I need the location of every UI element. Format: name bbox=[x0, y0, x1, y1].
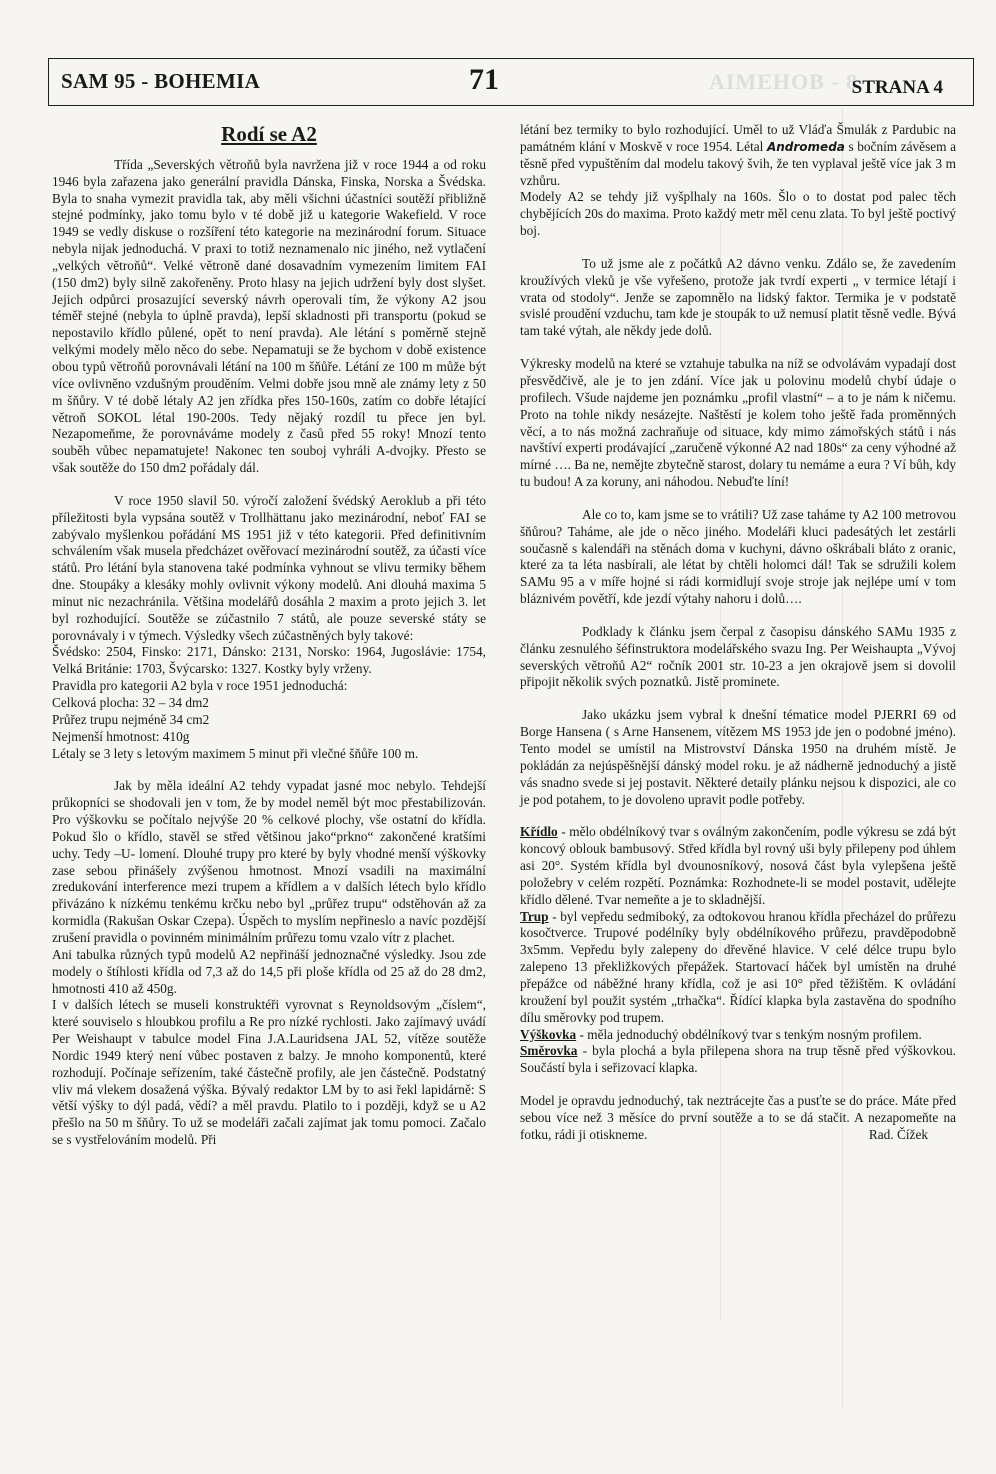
paragraph: Modely A2 se tehdy již vyšplhaly na 160s. Šlo o to dostat pod palec těch chybějících 20s do maxima. Proto každý metr měl cenu zlata. To byl ještě poctivý boj. bbox=[520, 189, 956, 239]
rule-item: Létaly se 3 lety s letovým maximem 5 minut při vlečné šňůře 100 m. bbox=[52, 745, 419, 761]
rule-item: Nejmenší hmotnost: 410g bbox=[52, 728, 190, 744]
paragraph: Ale co to, kam jsme se to vrátili? Už zase taháme ty A2 100 metrovou šňůrou? Taháme, ale jde o něco jiného. Modeláři kluci padesátých let zestárli současně s kalendáři na stěnách doma v kuchyni, dávno oškrábali bláto z oranic, které za ta léta nasbírali, ale létat by chtěli holomci dál! Tak se sdružili kolem SAMu 95 a v míře hojné si rádi kormidlují svoje stroje jak nejlépe umí v tom bláznivém povětří, kde jezdí výtahy nahoru i dolů…. bbox=[520, 506, 956, 607]
article-title: Rodí se A2 bbox=[221, 122, 317, 146]
issue-number: 71 bbox=[469, 63, 499, 96]
handwritten-note: Andromeda bbox=[766, 139, 845, 154]
magazine-title: SAM 95 - BOHEMIA bbox=[61, 69, 261, 93]
paragraph: Třída „Severských větroňů byla navržena již v roce 1944 a od roku 1946 byla zařazena jako generální pravidla Dánska, Finska, Norska a Švédska. Byla to snaha vymezit pravidla tak, aby měli všichni účastníci soutěží přibližně stejné podmínky, jako tomu bylo v té době již u kategorie Wakefield. V roce 1949 se vedly diskuse o rozšíření této kategorie na mezinárodní forum. Situace nebyla nijak jednoduchá. V praxi to totiž neznamenalo nic jiného, než vytlačení „velkých větroňů“. Velké větroně dané dosavadním vymezením limitem FAI (150 dm2) byly silně zakořeněny. Proto hlasy na jejich udržení byly dost slyšet. Jejich odpůrci prosazující severský návrh operovali tím, že výkony A2 jsou téměř stejné (nebyla to úplně pravda), lepší skladnosti při transportu (pokud se nepostavilo křídlo půlené, opět to není pravda). Ale létání s poměrně stejně velkými modely mělo něco do sebe. Nepamatuji se že bychom v době existence obou typů větroňů porovnávali létání na 100 m šňůře. Létání ze 100 m může být více ovlivněno vzdušným prouděním. Velmi dobře jsou mně ale známy lety z 50 m šňůry. V té době létaly A2 jen zřídka přes 150-160s, zatím co dobře létající větroň SOKOL létal 190-200s. Tedy nějaký rozdíl tu přece jen byl. Nezapomeňme, že porovnáváme modely z časů před 55 roky! Mnozí tento souběh vůbec nepamatujete! Nakonec ten souboj vyhráli A-dvojky. Přesto se však soutěže do 150 dm2 pořádaly dál. bbox=[52, 156, 486, 476]
left-column bbox=[52, 122, 486, 1412]
page-label: STRANA 4 bbox=[851, 77, 943, 98]
paragraph: I v dalších létech se museli konstruktéři vyrovnat s Reynoldsovým „číslem“, které souviselo s hloubkou profilu a Re pro nízké rychlosti. Jako zajímavý uvádí Per Weishaupt v tabulce model Fina J.A.Lauridsena JAL 52, vítěze soutěže Nordic 1949 který není vůbec postaven z balzy. Je mnoho komponentů, které rozhodují. Počínaje seřízením, také částečně profily, ale jen částečně. Podstatný vliv má vlekem dosažená výška. Bývalý redaktor LM by to asi řekl lapidárně: S větší výšky to dýl padá, vědí? a měl pravdu. Platilo to i později, když se u A2 přešlo na 50 m šňůry. To už se modeláři začali zajímat jak tomu pomoci. Začalo se s vystřelováním modelů. Při bbox=[52, 997, 486, 1148]
results-line: Švédsko: 2504, Finsko: 2171, Dánsko: 2131, Norsko: 1964, Jugoslávie: 1754, Velká Británie: 1703, Švýcarsko: 1327. Kostky byly vrženy. bbox=[52, 644, 486, 677]
spec-stabilizer: Výškovka - měla jednoduchý obdélníkový tvar s tenkým nosným profilem. bbox=[520, 1026, 922, 1042]
paragraph: Podklady k článku jsem čerpal z časopisu dánského SAMu 1935 z článku zesnulého šéfinstruktora modelářského svazu Ing. Per Weishaupta „Vývoj severských větroňů A2“ ročník 2001 str. 10-23 a jen okrajově jsem si dovolil připojit několik svých poznatků. Jistě prominete. bbox=[520, 623, 956, 690]
spec-wing: Křídlo - mělo obdélníkový tvar s oválným zakončením, podle výkresu se zdá být koncový oblouk bambusový. Střed křídla byl rovný uši byly přilepeny pod úhlem asi 20°. Systém křídla byl dvounosníkový, nosová část byla vylepšena ještě položebry v celém rozpětí. Poznámka: Rozhodnete-li se model postavit, udělejte křídlo dělené. Tvar nemeňte a je to skladnější. bbox=[520, 824, 956, 907]
rules-heading: Pravidla pro kategorii A2 byla v roce 1951 jednoduchá: bbox=[52, 678, 348, 694]
page-header bbox=[48, 58, 974, 106]
paragraph: Výkresky modelů na které se vztahuje tabulka na níž se odvolávám vypadají dost přesvědčivě, ale je to jen zdání. Více jak u polovinu modelů chybí údaje o profilech. Všude najdeme jen poznámku „profil vlastní“ – a to je nám k ničemu. Proto na tohle nikdy nesázejte. Naštěstí je kolem toho ještě řada proměnných věcí, a to nás možná zachraňuje od situace, kdy mimo zámořských států i nás navštíví experti prodávající „zaručeně výkonné A2 nad 180s“ za ceny výhodné až mírné …. Ba ne, nemějte zbytečně starost, dolary tu nemáme a eura ? Ví bůh, kdy tu budou! A za koruny, ani náhodou. Nebuďte líní! bbox=[520, 356, 956, 490]
spec-term: Křídlo bbox=[520, 824, 558, 840]
author-signature: Rad. Čížek bbox=[868, 1126, 928, 1142]
spec-fuselage: Trup - byl vepředu sedmiboký, za odtokovou hranou křídla přecházel do průřezu kosočtverce. Trupové podélníky byly obdélníkového průřezu, pravděpodobně 3x5mm. Vepředu byly zalepeny do dřevěné hlavice. V celé délce trupu bylo zalepeno 13 překližkových přepážek. Startovací háček byl umístěn na druhé přepážce od náběžné hrany křídla, což je asi 10° před těžištěm. K ovládání kroužení byl použit systém „trhačka“. Řídící klapka byla zastavěna do spodního dílu směrovky pod trupem. bbox=[520, 908, 956, 1025]
rule-item: Průřez trupu nejméně 34 cm2 bbox=[52, 711, 210, 727]
paragraph: Jako ukázku jsem vybral k dnešní tématice model PJERRI 69 od Borge Hansena ( s Arne Hansenem, vítězem MS 1953 jde jen o podobné jméno). Tento model se umístil na Mistrovství Dánska 1950 na druhém místě. Je pokládán za nejúspěšnější dánský model roku. je až nádherně jednoduchý a jistě vás snadno svede si jej postavit. Některé detaily plánku nejsou k dispozici, ale co je pod potahem, to je dovoleno upravit podle potřeby. bbox=[520, 707, 956, 807]
show-through-text: AIMEHOB - 8 bbox=[709, 69, 859, 94]
paragraph: V roce 1950 slavil 50. výročí založení švédský Aeroklub a při této příležitosti byla vypsána soutěž v Trollhättanu jako mezinárodní, neboť FAI se zabývalo myšlenkou pořádání MS 1951 již v této kategorii. Před definitivním schválením však musela předcházet ověřovací mezinárodní soutěž, za účasti více států. Pro létání byla stanovena také podmínka vyhnout se vlivu termiky během dne. Stoupáky a klesáky mohly ovlivnit výkony modelů. Ani dlouhá maxima 5 minut nic nezachránila. Většina modelářů dosáhla 2 maxim a proto jejich 3. let byl rozhodující. Soutěže se zúčastnilo 7 států, ale pouze severské státy se porovnávaly i v týmech. Výsledky všech zúčastněných byly takové: bbox=[52, 492, 486, 643]
closing-paragraph: Model je opravdu jednoduchý, tak neztrácejte čas a pusťte se do práce. Máte před sebou více než 3 měsíce do první soutěže a to se dá stačit. A nezapomeňte na fotku, rádi ji otiskneme. Rad. Čížek bbox=[520, 1093, 956, 1142]
rule-item: Celková plocha: 32 – 34 dm2 bbox=[52, 695, 209, 710]
paragraph: To už jsme ale z počátků A2 dávno venku. Zdálo se, že zavedením kroužívých vleků je vše vyřešeno, protože jak tvrdí experti „ v termice létají i vrata od stodoly“. Jenže se zapomnělo na lidský faktor. Termika je v podstatě svislé proudění vzduchu, tam kde je stoupák to už nemusí platit těsně vedle. Bývá tam také výtah, ale někdy jede dolů. bbox=[520, 255, 956, 339]
right-column bbox=[520, 122, 956, 1412]
spec-rudder: Směrovka - byla plochá a byla přilepena shora na trup těsně před výškovkou. Součástí byla i seřizovací klapka. bbox=[520, 1043, 956, 1076]
spec-term: Výškovka bbox=[520, 1026, 577, 1042]
paragraph: Ani tabulka různých typů modelů A2 nepřináší jednoznačné výsledky. Jsou zde modely o štíhlosti křídla od 7,3 až do 14,5 při ploše křídla od 25 až do 28 dm2, hmotnosti 410 až 450g. bbox=[52, 946, 486, 996]
spec-term: Směrovka bbox=[520, 1043, 578, 1059]
paragraph: létání bez termiky to bylo rozhodující. Uměl to už Vláďa Šmulák z Pardubic na památném klání v Moskvě v roce 1954. Létal Andromeda s bočním závěsem a těsně před vypuštěním dal modelu takový švih, že ten vyplaval ještě více jak 3 m vzhůru. bbox=[520, 122, 956, 188]
spec-term: Trup bbox=[520, 908, 549, 924]
paragraph: Jak by měla ideální A2 tehdy vypadat jasné moc nebylo. Tehdejší průkopníci se shodovali jen v tom, že by model neměl být moc přestabilizován. Pro výškovku se počítalo nejvýše 20 % celkové plochy, vše ostatní do křídla. Pokud šlo o křídlo, stavěl se střed většinou jako“prkno“ zakončené kratšími uchy. Tedy –U- lomení. Dlouhé trupy pro které by byly vhodné menší výškovky zase sebou přinášely zvýšenou hmotnost. Mnozí vsadili na maximální zredukování interference mezi trupem a křídlem a v dalších létech bylo křídlo přivázáno k nízkému tenkému krčku nebo byl „průřez trupu“ odstěhován až za kormidla (Rakušan Oskar Czepa). Úspěch to myslím nepřineslo a navíc pozdější zrušení pravidla o povinném minimálním průřezu tomu vzalo vítr z plachet. bbox=[52, 778, 486, 945]
